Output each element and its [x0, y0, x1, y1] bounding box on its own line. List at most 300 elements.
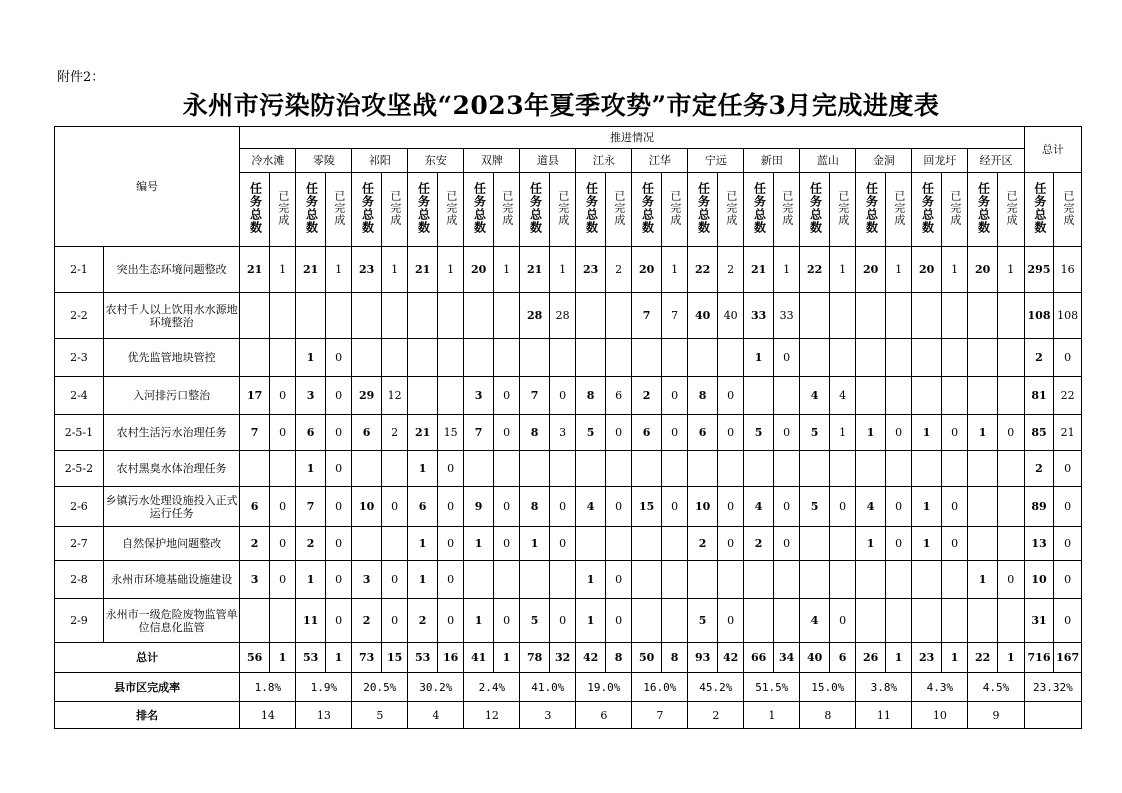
task-total-cell: 4 [576, 487, 606, 527]
task-total-cell [856, 451, 886, 487]
ranking-cell: 10 [912, 702, 968, 729]
task-total-cell: 1 [408, 561, 438, 599]
completed-cell [661, 561, 687, 599]
task-total-cell: 85 [1024, 415, 1054, 451]
total-cell: 1 [493, 643, 519, 673]
completed-cell: 0 [325, 599, 351, 643]
completed-cell: 0 [605, 599, 631, 643]
completed-cell [381, 293, 407, 339]
completed-cell: 0 [381, 561, 407, 599]
completed-header-text: 已完成 [892, 190, 906, 226]
completed-cell: 40 [717, 293, 743, 339]
completion-rate-cell: 1.9% [296, 673, 352, 702]
completed-header [773, 173, 799, 247]
completed-cell: 2 [605, 247, 631, 293]
completed-cell [717, 339, 743, 377]
county-header: 新田 [744, 149, 800, 173]
task-total-cell: 1 [576, 561, 606, 599]
completion-rate-cell: 23.32% [1024, 673, 1081, 702]
total-cell: 53 [408, 643, 438, 673]
task-total-header-text: 任务总数 [360, 182, 375, 234]
task-total-cell: 11 [296, 599, 326, 643]
task-total-header-text: 任务总数 [640, 182, 655, 234]
total-cell: 1 [885, 643, 911, 673]
total-cell: 93 [688, 643, 718, 673]
completed-cell [437, 377, 463, 415]
task-row [55, 377, 1082, 415]
task-total-cell: 20 [968, 247, 998, 293]
task-total-cell: 2 [240, 527, 270, 561]
completed-cell: 0 [269, 487, 295, 527]
ranking-cell: 8 [800, 702, 856, 729]
task-id: 2-9 [55, 599, 104, 643]
task-total-cell [688, 451, 718, 487]
task-total-cell [744, 451, 774, 487]
completed-header-text: 已完成 [444, 190, 458, 226]
county-header: 经开区 [968, 149, 1024, 173]
total-cell: 32 [549, 643, 575, 673]
task-total-header [296, 173, 326, 247]
task-total-cell [968, 527, 998, 561]
total-cell: 1 [325, 643, 351, 673]
completed-cell: 22 [1054, 377, 1082, 415]
task-total-header-text: 任务总数 [248, 182, 263, 234]
completed-cell: 0 [661, 377, 687, 415]
task-name: 入河排污口整治 [103, 377, 239, 415]
task-total-cell [240, 599, 270, 643]
ranking-cell: 4 [408, 702, 464, 729]
progress-header: 推进情况 [240, 127, 1024, 149]
completed-header-text: 已完成 [1061, 190, 1075, 226]
completed-cell [325, 293, 351, 339]
county-header: 双牌 [464, 149, 520, 173]
completed-header [661, 173, 687, 247]
task-total-cell: 5 [800, 487, 830, 527]
task-total-header [1024, 173, 1054, 247]
task-total-cell [968, 377, 998, 415]
completion-rate-cell: 2.4% [464, 673, 520, 702]
task-row [55, 599, 1082, 643]
task-total-cell [968, 339, 998, 377]
task-total-cell [800, 527, 830, 561]
total-cell: 23 [912, 643, 942, 673]
completed-cell: 0 [325, 487, 351, 527]
completed-cell [941, 339, 967, 377]
task-total-cell: 23 [576, 247, 606, 293]
completed-cell [605, 451, 631, 487]
completed-cell: 0 [325, 527, 351, 561]
serial-header: 编号 [55, 127, 240, 247]
task-total-cell: 40 [688, 293, 718, 339]
task-total-cell: 1 [296, 339, 326, 377]
completed-cell: 33 [773, 293, 799, 339]
task-total-cell: 13 [1024, 527, 1054, 561]
completed-cell: 0 [493, 599, 519, 643]
county-header: 东安 [408, 149, 464, 173]
task-name: 农村黑臭水体治理任务 [103, 451, 239, 487]
task-total-cell [856, 599, 886, 643]
completed-cell: 0 [381, 599, 407, 643]
completed-cell: 1 [381, 247, 407, 293]
completion-rate-cell: 20.5% [352, 673, 408, 702]
completed-cell [269, 599, 295, 643]
total-cell: 8 [605, 643, 631, 673]
task-total-header [520, 173, 550, 247]
task-total-header [968, 173, 998, 247]
completed-cell: 0 [773, 339, 799, 377]
completed-cell: 0 [1054, 561, 1082, 599]
task-total-cell [912, 451, 942, 487]
completed-cell: 0 [269, 377, 295, 415]
completed-cell: 0 [381, 487, 407, 527]
total-cell: 1 [941, 643, 967, 673]
task-total-cell: 10 [1024, 561, 1054, 599]
task-total-cell [912, 561, 942, 599]
completed-cell: 0 [269, 415, 295, 451]
page-title: 永州市污染防治攻坚战“2023年夏季攻势”市定任务3月完成进度表 [182, 91, 940, 120]
task-total-cell [744, 599, 774, 643]
total-cell: 1 [997, 643, 1024, 673]
completed-cell [997, 377, 1024, 415]
completed-cell [661, 339, 687, 377]
completed-cell [829, 451, 855, 487]
task-total-cell: 1 [464, 599, 494, 643]
completed-cell: 0 [941, 487, 967, 527]
completed-cell [269, 339, 295, 377]
completed-cell [381, 339, 407, 377]
task-id: 2-1 [55, 247, 104, 293]
completed-cell [605, 339, 631, 377]
completed-cell: 0 [717, 487, 743, 527]
task-total-cell [856, 293, 886, 339]
task-total-cell: 3 [352, 561, 382, 599]
task-total-cell [464, 451, 494, 487]
ranking-cell [1024, 702, 1081, 729]
completed-cell: 0 [1054, 487, 1082, 527]
completed-cell: 0 [437, 561, 463, 599]
completed-cell: 0 [1054, 451, 1082, 487]
task-total-cell [576, 293, 606, 339]
completed-cell: 7 [661, 293, 687, 339]
completed-cell: 3 [549, 415, 575, 451]
task-total-cell: 8 [576, 377, 606, 415]
completed-cell: 0 [717, 377, 743, 415]
ranking-cell: 7 [632, 702, 688, 729]
completed-header [605, 173, 631, 247]
completed-cell [885, 599, 911, 643]
task-total-cell [912, 377, 942, 415]
total-cell: 41 [464, 643, 494, 673]
total-cell: 42 [576, 643, 606, 673]
task-total-cell: 1 [856, 415, 886, 451]
completed-header-text: 已完成 [836, 190, 850, 226]
task-total-cell: 7 [520, 377, 550, 415]
completion-rate-cell: 41.0% [520, 673, 576, 702]
task-total-cell [800, 561, 830, 599]
task-total-cell: 23 [352, 247, 382, 293]
completed-header [997, 173, 1024, 247]
task-total-cell [632, 339, 662, 377]
ranking-cell: 5 [352, 702, 408, 729]
task-total-header-text: 任务总数 [752, 182, 767, 234]
task-total-cell [800, 293, 830, 339]
total-row [55, 643, 1082, 673]
completed-cell [997, 293, 1024, 339]
completed-cell: 0 [549, 527, 575, 561]
task-total-header-text: 任务总数 [528, 182, 543, 234]
completed-header [437, 173, 463, 247]
completed-cell [941, 451, 967, 487]
task-total-header [856, 173, 886, 247]
task-total-header-text: 任务总数 [472, 182, 487, 234]
task-total-cell: 6 [632, 415, 662, 451]
task-row [55, 293, 1082, 339]
completed-cell [661, 599, 687, 643]
completed-cell [997, 487, 1024, 527]
task-total-cell: 5 [576, 415, 606, 451]
county-header: 回龙圩 [912, 149, 968, 173]
completed-cell: 0 [605, 487, 631, 527]
completed-cell: 1 [997, 247, 1024, 293]
task-total-cell [576, 451, 606, 487]
header-row-1 [55, 127, 1082, 149]
task-total-cell [352, 527, 382, 561]
completed-cell: 1 [829, 415, 855, 451]
completed-header [381, 173, 407, 247]
completed-cell [549, 451, 575, 487]
task-total-cell [576, 527, 606, 561]
task-total-cell: 6 [240, 487, 270, 527]
task-total-cell [968, 451, 998, 487]
task-total-cell [240, 451, 270, 487]
task-total-header [408, 173, 438, 247]
completed-cell [885, 561, 911, 599]
task-id: 2-5-2 [55, 451, 104, 487]
task-total-cell [240, 293, 270, 339]
task-total-cell: 2 [408, 599, 438, 643]
completed-cell: 0 [605, 561, 631, 599]
ranking-cell: 3 [520, 702, 576, 729]
task-total-cell: 33 [744, 293, 774, 339]
completed-cell: 0 [437, 527, 463, 561]
completed-cell: 0 [717, 527, 743, 561]
task-total-cell [464, 561, 494, 599]
task-total-cell: 20 [632, 247, 662, 293]
ranking-row [55, 702, 1082, 729]
task-total-cell: 1 [744, 339, 774, 377]
task-total-cell: 2 [296, 527, 326, 561]
completed-cell [941, 293, 967, 339]
completed-cell: 0 [885, 527, 911, 561]
completed-cell: 2 [717, 247, 743, 293]
completed-cell: 0 [437, 487, 463, 527]
task-total-cell [408, 377, 438, 415]
task-total-header [744, 173, 774, 247]
completed-header [1054, 173, 1082, 247]
completion-rate-cell: 15.0% [800, 673, 856, 702]
county-header: 蓝山 [800, 149, 856, 173]
ranking-cell: 2 [688, 702, 744, 729]
task-total-cell [968, 487, 998, 527]
task-total-header-text: 任务总数 [808, 182, 823, 234]
task-id: 2-8 [55, 561, 104, 599]
task-total-header-text: 任务总数 [920, 182, 935, 234]
task-total-cell: 3 [240, 561, 270, 599]
task-total-header-text: 任务总数 [1032, 182, 1047, 234]
ranking-cell: 11 [856, 702, 912, 729]
completed-cell: 0 [269, 561, 295, 599]
task-total-cell: 2 [688, 527, 718, 561]
completed-cell: 12 [381, 377, 407, 415]
completed-cell [269, 451, 295, 487]
completed-cell [493, 561, 519, 599]
county-header: 金洞 [856, 149, 912, 173]
task-total-header [688, 173, 718, 247]
completion-rate-cell: 30.2% [408, 673, 464, 702]
task-total-cell: 1 [408, 527, 438, 561]
completed-cell [549, 339, 575, 377]
task-id: 2-5-1 [55, 415, 104, 451]
completed-cell: 0 [661, 487, 687, 527]
completed-cell [941, 599, 967, 643]
task-total-header-text: 任务总数 [416, 182, 431, 234]
completed-header [325, 173, 351, 247]
completed-cell [549, 561, 575, 599]
completed-header-text: 已完成 [948, 190, 962, 226]
task-name: 突出生态环境问题整改 [103, 247, 239, 293]
task-row [55, 561, 1082, 599]
total-cell: 22 [968, 643, 998, 673]
completion-rate-cell: 51.5% [744, 673, 800, 702]
completed-cell: 0 [325, 451, 351, 487]
completed-cell [269, 293, 295, 339]
task-total-cell: 8 [520, 487, 550, 527]
task-total-cell [688, 339, 718, 377]
task-total-cell [240, 339, 270, 377]
completion-rate-cell: 45.2% [688, 673, 744, 702]
task-total-cell [464, 293, 494, 339]
completed-cell [717, 451, 743, 487]
task-total-cell: 1 [912, 487, 942, 527]
task-total-cell: 1 [968, 415, 998, 451]
total-cell: 16 [437, 643, 463, 673]
task-total-cell: 15 [632, 487, 662, 527]
completed-header [493, 173, 519, 247]
completed-cell: 0 [997, 415, 1024, 451]
completed-header [829, 173, 855, 247]
task-total-cell: 8 [688, 377, 718, 415]
completed-cell: 0 [941, 415, 967, 451]
task-total-cell: 3 [296, 377, 326, 415]
completed-header-text: 已完成 [668, 190, 682, 226]
completed-cell: 0 [493, 487, 519, 527]
task-name: 永州市环境基础设施建设 [103, 561, 239, 599]
completion-rate-cell: 4.3% [912, 673, 968, 702]
completed-cell: 1 [885, 247, 911, 293]
completed-cell [997, 599, 1024, 643]
task-total-cell: 28 [520, 293, 550, 339]
task-total-cell [912, 339, 942, 377]
total-cell: 8 [661, 643, 687, 673]
completion-rate-cell: 3.8% [856, 673, 912, 702]
task-row [55, 451, 1082, 487]
completed-cell: 0 [941, 527, 967, 561]
completed-cell: 2 [381, 415, 407, 451]
task-total-cell: 20 [912, 247, 942, 293]
completed-cell [661, 527, 687, 561]
total-cell: 66 [744, 643, 774, 673]
task-total-cell [632, 527, 662, 561]
completed-cell [829, 527, 855, 561]
task-total-cell: 295 [1024, 247, 1054, 293]
completed-cell: 0 [1054, 339, 1082, 377]
task-total-header-text: 任务总数 [584, 182, 599, 234]
completed-header-text: 已完成 [780, 190, 794, 226]
task-row [55, 247, 1082, 293]
completed-cell: 1 [661, 247, 687, 293]
total-cell: 1 [269, 643, 295, 673]
completed-cell: 1 [549, 247, 575, 293]
completed-cell [773, 451, 799, 487]
completed-cell [885, 339, 911, 377]
completed-cell [493, 451, 519, 487]
completed-cell: 21 [1054, 415, 1082, 451]
task-total-cell: 1 [912, 415, 942, 451]
completed-cell: 0 [773, 487, 799, 527]
task-total-cell [912, 293, 942, 339]
task-total-cell: 20 [464, 247, 494, 293]
completed-cell [941, 561, 967, 599]
task-total-cell: 5 [520, 599, 550, 643]
task-total-cell: 6 [408, 487, 438, 527]
completed-cell [997, 339, 1024, 377]
task-total-cell: 21 [408, 247, 438, 293]
task-total-cell: 2 [744, 527, 774, 561]
task-total-cell: 7 [296, 487, 326, 527]
completed-header-text: 已完成 [332, 190, 346, 226]
completed-cell: 16 [1054, 247, 1082, 293]
completed-header-text: 已完成 [500, 190, 514, 226]
task-total-cell [352, 339, 382, 377]
task-name: 乡镇污水处理设施投入正式运行任务 [103, 487, 239, 527]
task-total-cell: 2 [352, 599, 382, 643]
attachment-label: 附件2： [57, 70, 105, 85]
task-total-cell: 9 [464, 487, 494, 527]
task-name: 优先监管地块管控 [103, 339, 239, 377]
task-total-cell [520, 561, 550, 599]
task-id: 2-7 [55, 527, 104, 561]
task-total-cell: 2 [1024, 339, 1054, 377]
completed-cell [605, 527, 631, 561]
completed-cell [829, 339, 855, 377]
task-total-cell [856, 561, 886, 599]
total-cell: 15 [381, 643, 407, 673]
total-row-label: 总计 [55, 643, 240, 673]
task-total-cell: 8 [520, 415, 550, 451]
ranking-cell: 13 [296, 702, 352, 729]
completed-cell [773, 561, 799, 599]
task-total-cell: 21 [744, 247, 774, 293]
county-header: 江华 [632, 149, 688, 173]
task-total-cell: 1 [856, 527, 886, 561]
task-total-cell [520, 339, 550, 377]
task-name: 农村生活污水治理任务 [103, 415, 239, 451]
ranking-cell: 1 [744, 702, 800, 729]
task-total-cell: 1 [520, 527, 550, 561]
completed-cell: 0 [829, 599, 855, 643]
completed-cell [605, 293, 631, 339]
completion-rate-cell: 1.8% [240, 673, 296, 702]
